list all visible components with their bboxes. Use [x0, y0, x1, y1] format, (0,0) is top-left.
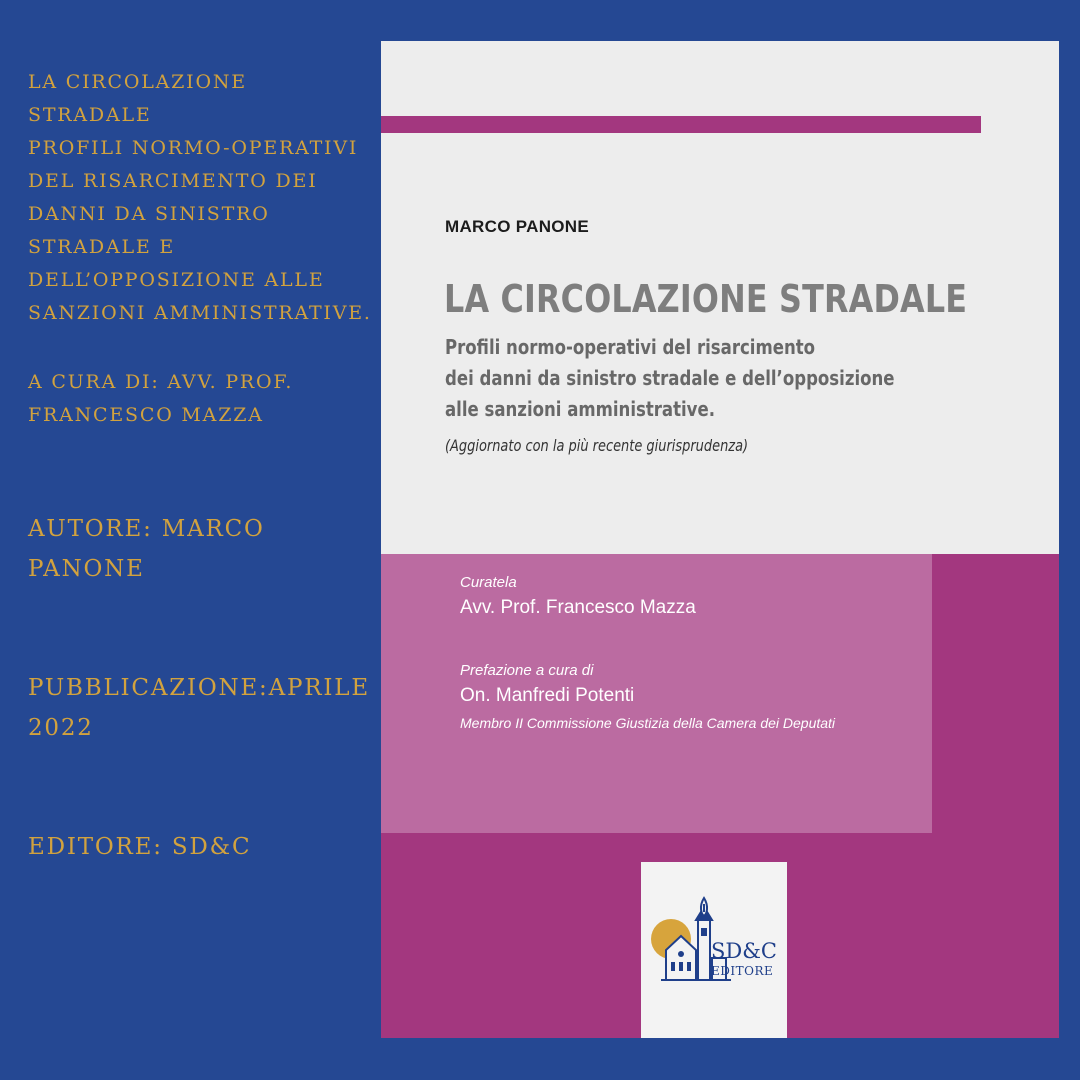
cover-update-note: (Aggiornato con la più recente giurisprudenza)	[445, 436, 749, 455]
logo-wordmark: SD&C	[711, 939, 777, 963]
cover-subtitle: Profili normo-operativi del risarcimento dei danni da sinistro stradale e dell’opposizione alle sanzioni amministrative.	[445, 335, 895, 421]
sdc-editore-logo-icon	[641, 862, 787, 1038]
curator-text: A CURA DI: AVV. PROF. FRANCESCO MAZZA	[28, 371, 294, 426]
cover-credits-box	[381, 554, 932, 833]
publisher-logo	[641, 862, 787, 1038]
cover-author: MARCO PANONE	[445, 217, 590, 236]
book-title-text: LA CIRCOLAZIONE STRADALE PROFILI NORMO-OPERATIVI DEL RISARCIMENTO DEI DANNI DA SINISTRO STRADALE E DELL’OPPOSIZIONE ALLE SANZIONI AMMINISTRATIVE.	[28, 71, 372, 324]
cover-bottom-band	[381, 554, 1059, 1038]
author-text: AUTORE: MARCO PANONE	[28, 516, 265, 582]
preface-name: On. Manfredi Potenti	[460, 685, 635, 706]
book-cover	[381, 41, 1059, 1038]
logo-subtext: EDITORE	[711, 964, 774, 978]
publication-text: PUBBLICAZIONE:APRILE 2022	[28, 675, 370, 741]
curatela-name: Avv. Prof. Francesco Mazza	[460, 597, 696, 618]
curatela-label: Curatela	[460, 574, 517, 591]
preface-role: Membro II Commissione Giustizia della Camera dei Deputati	[460, 715, 836, 731]
preface-label: Prefazione a cura di	[460, 662, 594, 679]
publisher-text: EDITORE: SD&C	[28, 834, 252, 860]
cover-accent-stripe	[381, 116, 981, 133]
cover-title: LA CIRCOLAZIONE STRADALE	[444, 277, 968, 321]
